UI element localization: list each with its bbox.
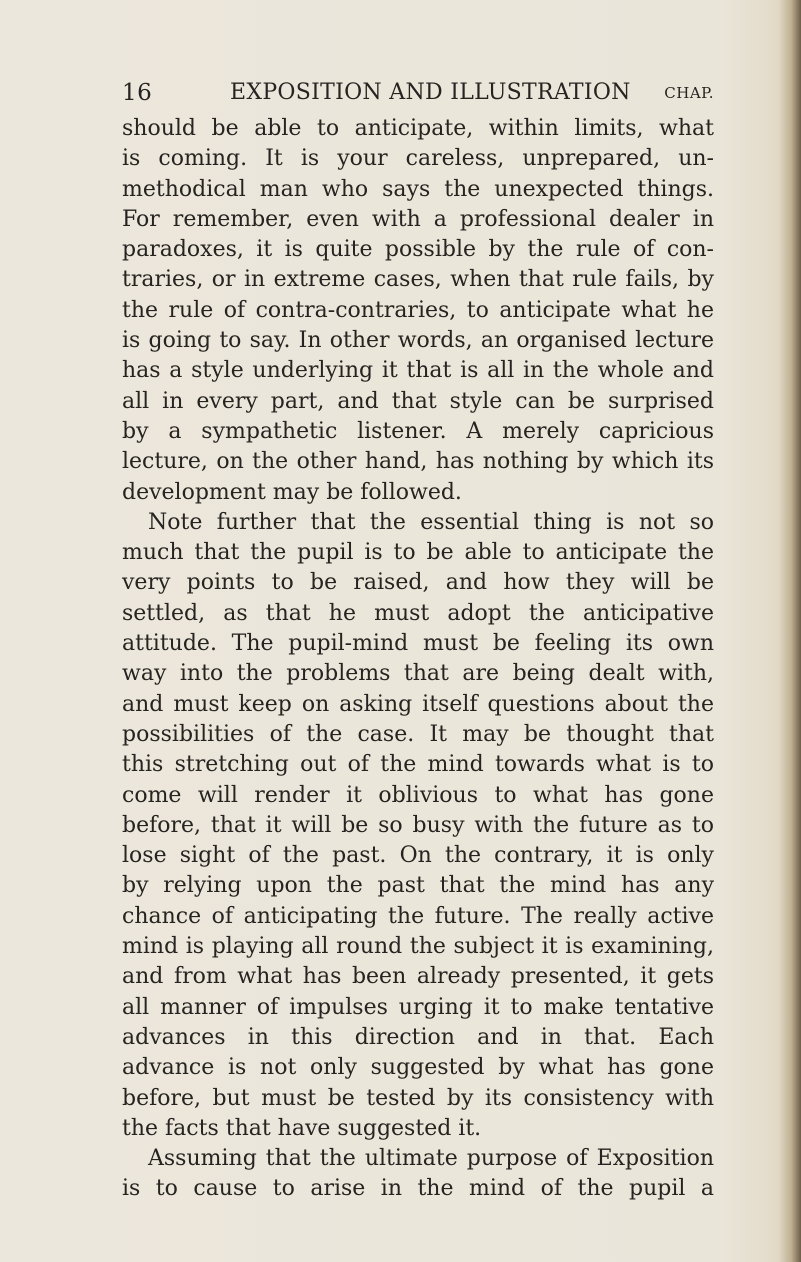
text-line: has a style underlying it that is all in the whole and xyxy=(122,358,714,384)
text-line: much that the pupil is to be able to anticipate the xyxy=(122,540,714,566)
running-title: EXPOSITION AND ILLUSTRATION xyxy=(230,80,631,105)
text-line: by a sympathetic listener. A merely capricious xyxy=(122,418,714,444)
text-line: paradoxes, it is quite possible by the rule of con- xyxy=(122,237,714,263)
text-line: chance of anticipating the future. The really active xyxy=(122,903,714,929)
text-line: all in every part, and that style can be surprised xyxy=(122,388,714,414)
text-line: by relying upon the past that the mind has any xyxy=(122,873,714,899)
text-line: come will render it oblivious to what has gone xyxy=(122,782,714,808)
text-line: very points to be raised, and how they will be xyxy=(122,570,714,596)
text-line: mind is playing all round the subject it is examining, xyxy=(122,934,714,960)
text-line: lose sight of the past. On the contrary, it is only xyxy=(122,843,714,869)
text-line: is coming. It is your careless, unprepared, un- xyxy=(122,146,714,172)
page-edge-shadow xyxy=(779,0,801,1262)
page-number: 16 xyxy=(122,80,153,106)
text-line: Note further that the essential thing is not so xyxy=(148,509,714,535)
text-line: way into the problems that are being dealt with, xyxy=(122,661,714,687)
text-line: development may be followed. xyxy=(122,479,462,505)
text-line: lecture, on the other hand, has nothing by which its xyxy=(122,449,714,475)
text-line: attitude. The pupil-mind must be feeling its own xyxy=(122,631,714,657)
text-line: the rule of contra-contraries, to anticipate what he xyxy=(122,297,714,323)
text-line: methodical man who says the unexpected things. xyxy=(122,176,714,202)
text-line: and from what has been already presented, it gets xyxy=(122,964,714,990)
text-line: before, that it will be so busy with the future as to xyxy=(122,812,714,838)
text-line: possibilities of the case. It may be thought that xyxy=(122,721,714,747)
text-line: settled, as that he must adopt the anticipative xyxy=(122,600,714,626)
text-line: should be able to anticipate, within limits, what xyxy=(122,116,714,141)
text-line: For remember, even with a professional dealer in xyxy=(122,206,714,232)
text-line: is going to say. In other words, an organised lecture xyxy=(122,328,714,354)
text-line: all manner of impulses urging it to make tentative xyxy=(122,994,714,1020)
body-text xyxy=(122,114,714,1205)
text-line: advance is not only suggested by what has gone xyxy=(122,1055,714,1081)
text-line: this stretching out of the mind towards what is to xyxy=(122,752,714,778)
text-line: advances in this direction and in that. Each xyxy=(122,1024,714,1050)
text-line: and must keep on asking itself questions about the xyxy=(122,691,714,717)
chapter-label: CHAP. xyxy=(664,84,714,102)
text-line: before, but must be tested by its consistency with xyxy=(122,1085,714,1111)
text-line: traries, or in extreme cases, when that rule fails, by xyxy=(122,267,714,293)
text-line: is to cause to arise in the mind of the pupil a xyxy=(122,1176,714,1202)
text-line: Assuming that the ultimate purpose of Exposition xyxy=(148,1146,714,1172)
page-header xyxy=(122,80,714,110)
text-line: the facts that have suggested it. xyxy=(122,1115,482,1141)
